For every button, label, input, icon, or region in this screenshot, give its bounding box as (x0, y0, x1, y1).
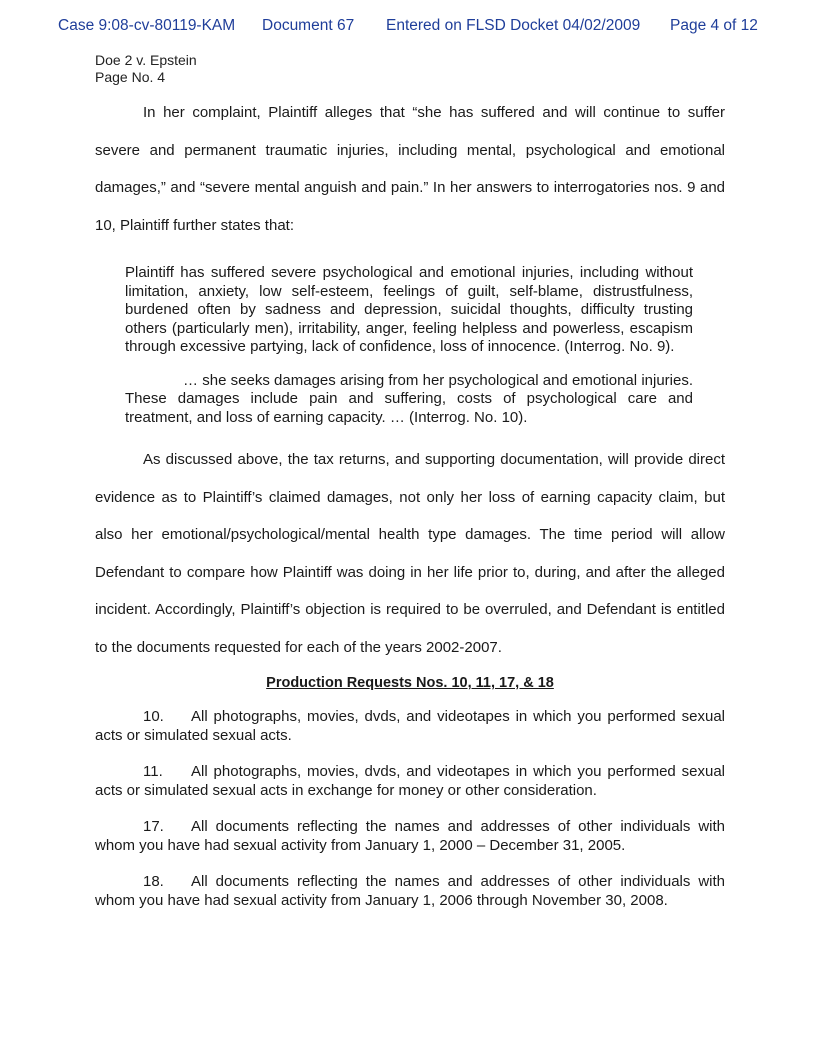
docket-header (0, 17, 816, 39)
tax-returns-paragraph: As discussed above, the tax returns, and supporting documentation, will provide direct evidence as to Plaintiff’s claimed damages, not only her loss of earning capacity claim, but also her emotional/psychological/mental health type damages. The time period will allow Defendant to compare how Plaintiff was doing in her life prior to, during, and after the alleged incident. Accordingly, Plaintiff’s objection is required to be overruled, and Defendant is entitled to the documents requested for each of the years 2002-2007. (95, 451, 725, 656)
production-request (95, 873, 725, 910)
production-request (95, 763, 725, 800)
document-body (95, 94, 725, 910)
request-text: All documents reflecting the names and addresses of other individuals with whom you have had sexual activity from January 1, 2006 through November 30, 2008. (95, 873, 725, 909)
production-request (95, 818, 725, 855)
request-text: All documents reflecting the names and addresses of other individuals with whom you have had sexual activity from January 1, 2000 – December 31, 2005. (95, 818, 725, 854)
header-case-number: Case 9:08-cv-80119-KAM (58, 17, 236, 34)
request-number: 11. (143, 763, 163, 780)
request-number: 18. (143, 873, 164, 890)
interrogatory-9-quote: Plaintiff has suffered severe psychological and emotional injuries, including without limitation, anxiety, low self-esteem, feelings of guilt, self-blame, distrustfulness, burdened often by sadness and depression, suicidal thoughts, difficulty trusting others (particularly men), irritability, anger, feeling helpless and powerless, escapism through excessive partying, lack of confidence, loss of innocence. (Interrog. No. 9). (125, 264, 693, 355)
header-entered-date: Entered on FLSD Docket 04/02/2009 (386, 17, 641, 34)
request-text: All photographs, movies, dvds, and videotapes in which you performed sexual acts or simulated sexual acts in exchange for money or other consideration. (95, 763, 725, 799)
interrogatory-10-quote: … she seeks damages arising from her psychological and emotional injuries. These damages include pain and suffering, costs of psychological care and treatment, and loss of earning capacity. … (Interrog. No. 10). (125, 371, 693, 426)
page-number: Page No. 4 (95, 69, 166, 85)
complaint-paragraph: In her complaint, Plaintiff alleges that “she has suffered and will continue to suffer severe and permanent traumatic injuries, including mental, psychological and emotional damages,” and “severe mental anguish and pain.” In her answers to interrogatories nos. 9 and 10, Plaintiff further states that: (95, 104, 725, 234)
document-identifier (95, 52, 197, 86)
header-document-number: Document 67 (262, 17, 355, 34)
case-caption: Doe 2 v. Epstein (95, 52, 197, 68)
header-page-count: Page 4 of 12 (670, 17, 758, 34)
request-text: All photographs, movies, dvds, and videotapes in which you performed sexual acts or simulated sexual acts. (95, 708, 725, 744)
request-number: 10. (143, 708, 164, 725)
production-request (95, 708, 725, 745)
section-heading: Production Requests Nos. 10, 11, 17, & 18 (266, 675, 554, 691)
request-number: 17. (143, 818, 164, 835)
